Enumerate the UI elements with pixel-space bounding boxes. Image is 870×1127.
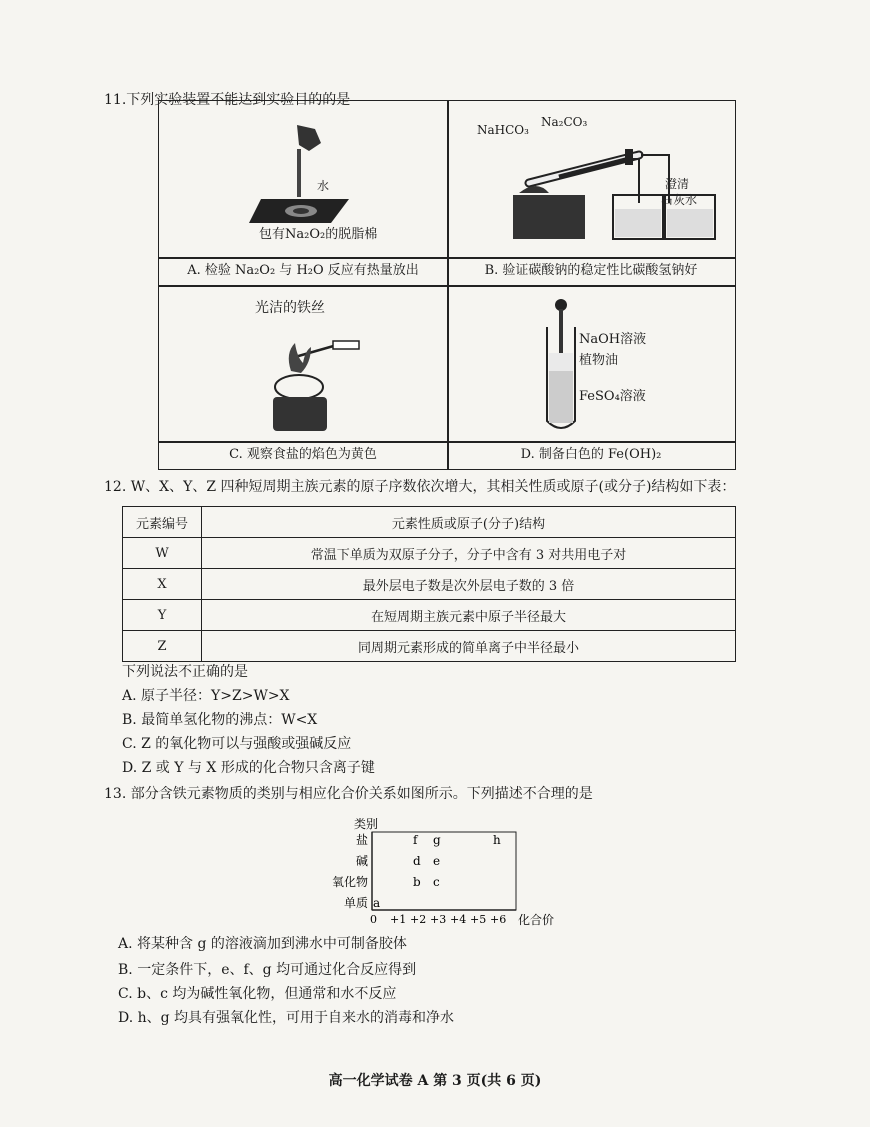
q11b-caption: B. 验证碳酸钠的稳定性比碳酸氢钠好 [484, 263, 698, 278]
valence-category-chart [320, 818, 560, 928]
label-limewater-2: 石灰水 [661, 193, 698, 207]
q12-option-a[interactable]: A. 原子半径：Y>Z>W>X [122, 688, 290, 704]
x-tick-label: +2 [410, 913, 427, 926]
q11a-caption: A. 检验 Na₂O₂ 与 H₂O 反应有热量放出 [187, 263, 419, 278]
y-category-label: 氧化物 [331, 875, 368, 889]
chart-point-c: c [433, 875, 440, 889]
label-naoh: NaOH溶液 [579, 332, 647, 347]
chart-point-b: b [413, 875, 421, 889]
chart-point-a: a [373, 896, 381, 910]
q12-option-b[interactable]: B. 最简单氢化物的沸点：W<X [122, 712, 318, 728]
q12-element-table [122, 506, 736, 662]
x-tick-label: +1 [390, 913, 407, 926]
element-id: Z [123, 631, 202, 662]
label-cotton: 包有Na₂O₂的脱脂棉 [259, 227, 378, 242]
table-header-property: 元素性质或原子(分子)结构 [202, 507, 736, 538]
label-water: 水 [317, 179, 330, 193]
table-header-id: 元素编号 [123, 507, 202, 538]
element-property: 常温下单质为双原子分子，分子中含有 3 对共用电子对 [202, 538, 736, 569]
q11d-caption: D. 制备白色的 Fe(OH)₂ [520, 447, 662, 462]
q13-option-d[interactable]: D. h、g 均具有强氧化性，可用于自来水的消毒和净水 [118, 1010, 455, 1026]
x-tick-label: +3 [430, 913, 447, 926]
grid-divider-1 [159, 257, 735, 259]
q11a-figure [249, 121, 369, 231]
y-category-label: 碱 [355, 854, 368, 868]
q12-title: 12. W、X、Y、Z 四种短周期主族元素的原子序数依次增大，其相关性质或原子(或分子)结构如下表： [104, 479, 736, 495]
grid-divider-2 [159, 285, 735, 287]
element-property: 最外层电子数是次外层电子数的 3 倍 [202, 569, 736, 600]
q12-stem: 下列说法不正确的是 [122, 664, 248, 680]
table-row [123, 538, 736, 569]
y-category-label: 单质 [343, 896, 368, 910]
page-footer: 高一化学试卷 A 第 3 页(共 6 页) [328, 1073, 542, 1089]
chart-point-h: h [493, 833, 501, 847]
label-oil: 植物油 [579, 353, 619, 368]
chart-point-d: d [413, 854, 421, 868]
label-iron-wire: 光洁的铁丝 [255, 300, 325, 316]
q13-title: 13. 部分含铁元素物质的类别与相应化合价关系如图所示。下列描述不合理的是 [104, 786, 593, 802]
chart-point-g: g [433, 833, 441, 847]
q11-apparatus-grid [158, 100, 736, 470]
q13-option-c[interactable]: C. b、c 均为碱性氧化物，但通常和水不反应 [118, 986, 397, 1002]
label-feso4: FeSO₄溶液 [579, 389, 646, 404]
label-nahco3: NaHCO₃ [477, 123, 529, 137]
q12-option-c[interactable]: C. Z 的氧化物可以与强酸或强碱反应 [122, 736, 352, 752]
q11c-figure [255, 323, 365, 435]
q13-option-a[interactable]: A. 将某种含 g 的溶液滴加到沸水中可制备胶体 [118, 936, 407, 952]
chart-point-f: f [413, 833, 418, 847]
element-id: Y [123, 600, 202, 631]
x-tick-label: +4 [450, 913, 467, 926]
grid-divider-3 [159, 441, 735, 443]
q12-option-d[interactable]: D. Z 或 Y 与 X 形成的化合物只含离子键 [122, 760, 375, 776]
x-tick-label: +5 [470, 913, 487, 926]
table-row [123, 600, 736, 631]
element-id: X [123, 569, 202, 600]
label-limewater-1: 澄清 [665, 177, 690, 191]
label-na2co3: Na₂CO₃ [541, 115, 588, 129]
q11c-caption: C. 观察食盐的焰色为黄色 [229, 447, 377, 462]
table-row [123, 569, 736, 600]
q11-title: 11.下列实验装置不能达到实验目的的是 [104, 92, 351, 108]
element-property: 在短周期主族元素中原子半径最大 [202, 600, 736, 631]
x-tick-label: 0 [370, 913, 377, 926]
table-row [123, 631, 736, 662]
q11b-figure [509, 139, 719, 243]
q13-option-b[interactable]: B. 一定条件下，e、f、g 均可通过化合反应得到 [118, 962, 417, 978]
element-property: 同周期元素形成的简单离子中半径最小 [202, 631, 736, 662]
y-axis-label: 类别 [354, 818, 379, 831]
y-category-label: 盐 [355, 833, 368, 847]
chart-point-e: e [433, 854, 441, 868]
valence-chart-svg [320, 818, 560, 928]
x-axis-label: 化合价 [518, 913, 555, 927]
element-id: W [123, 538, 202, 569]
x-tick-label: +6 [490, 913, 507, 926]
